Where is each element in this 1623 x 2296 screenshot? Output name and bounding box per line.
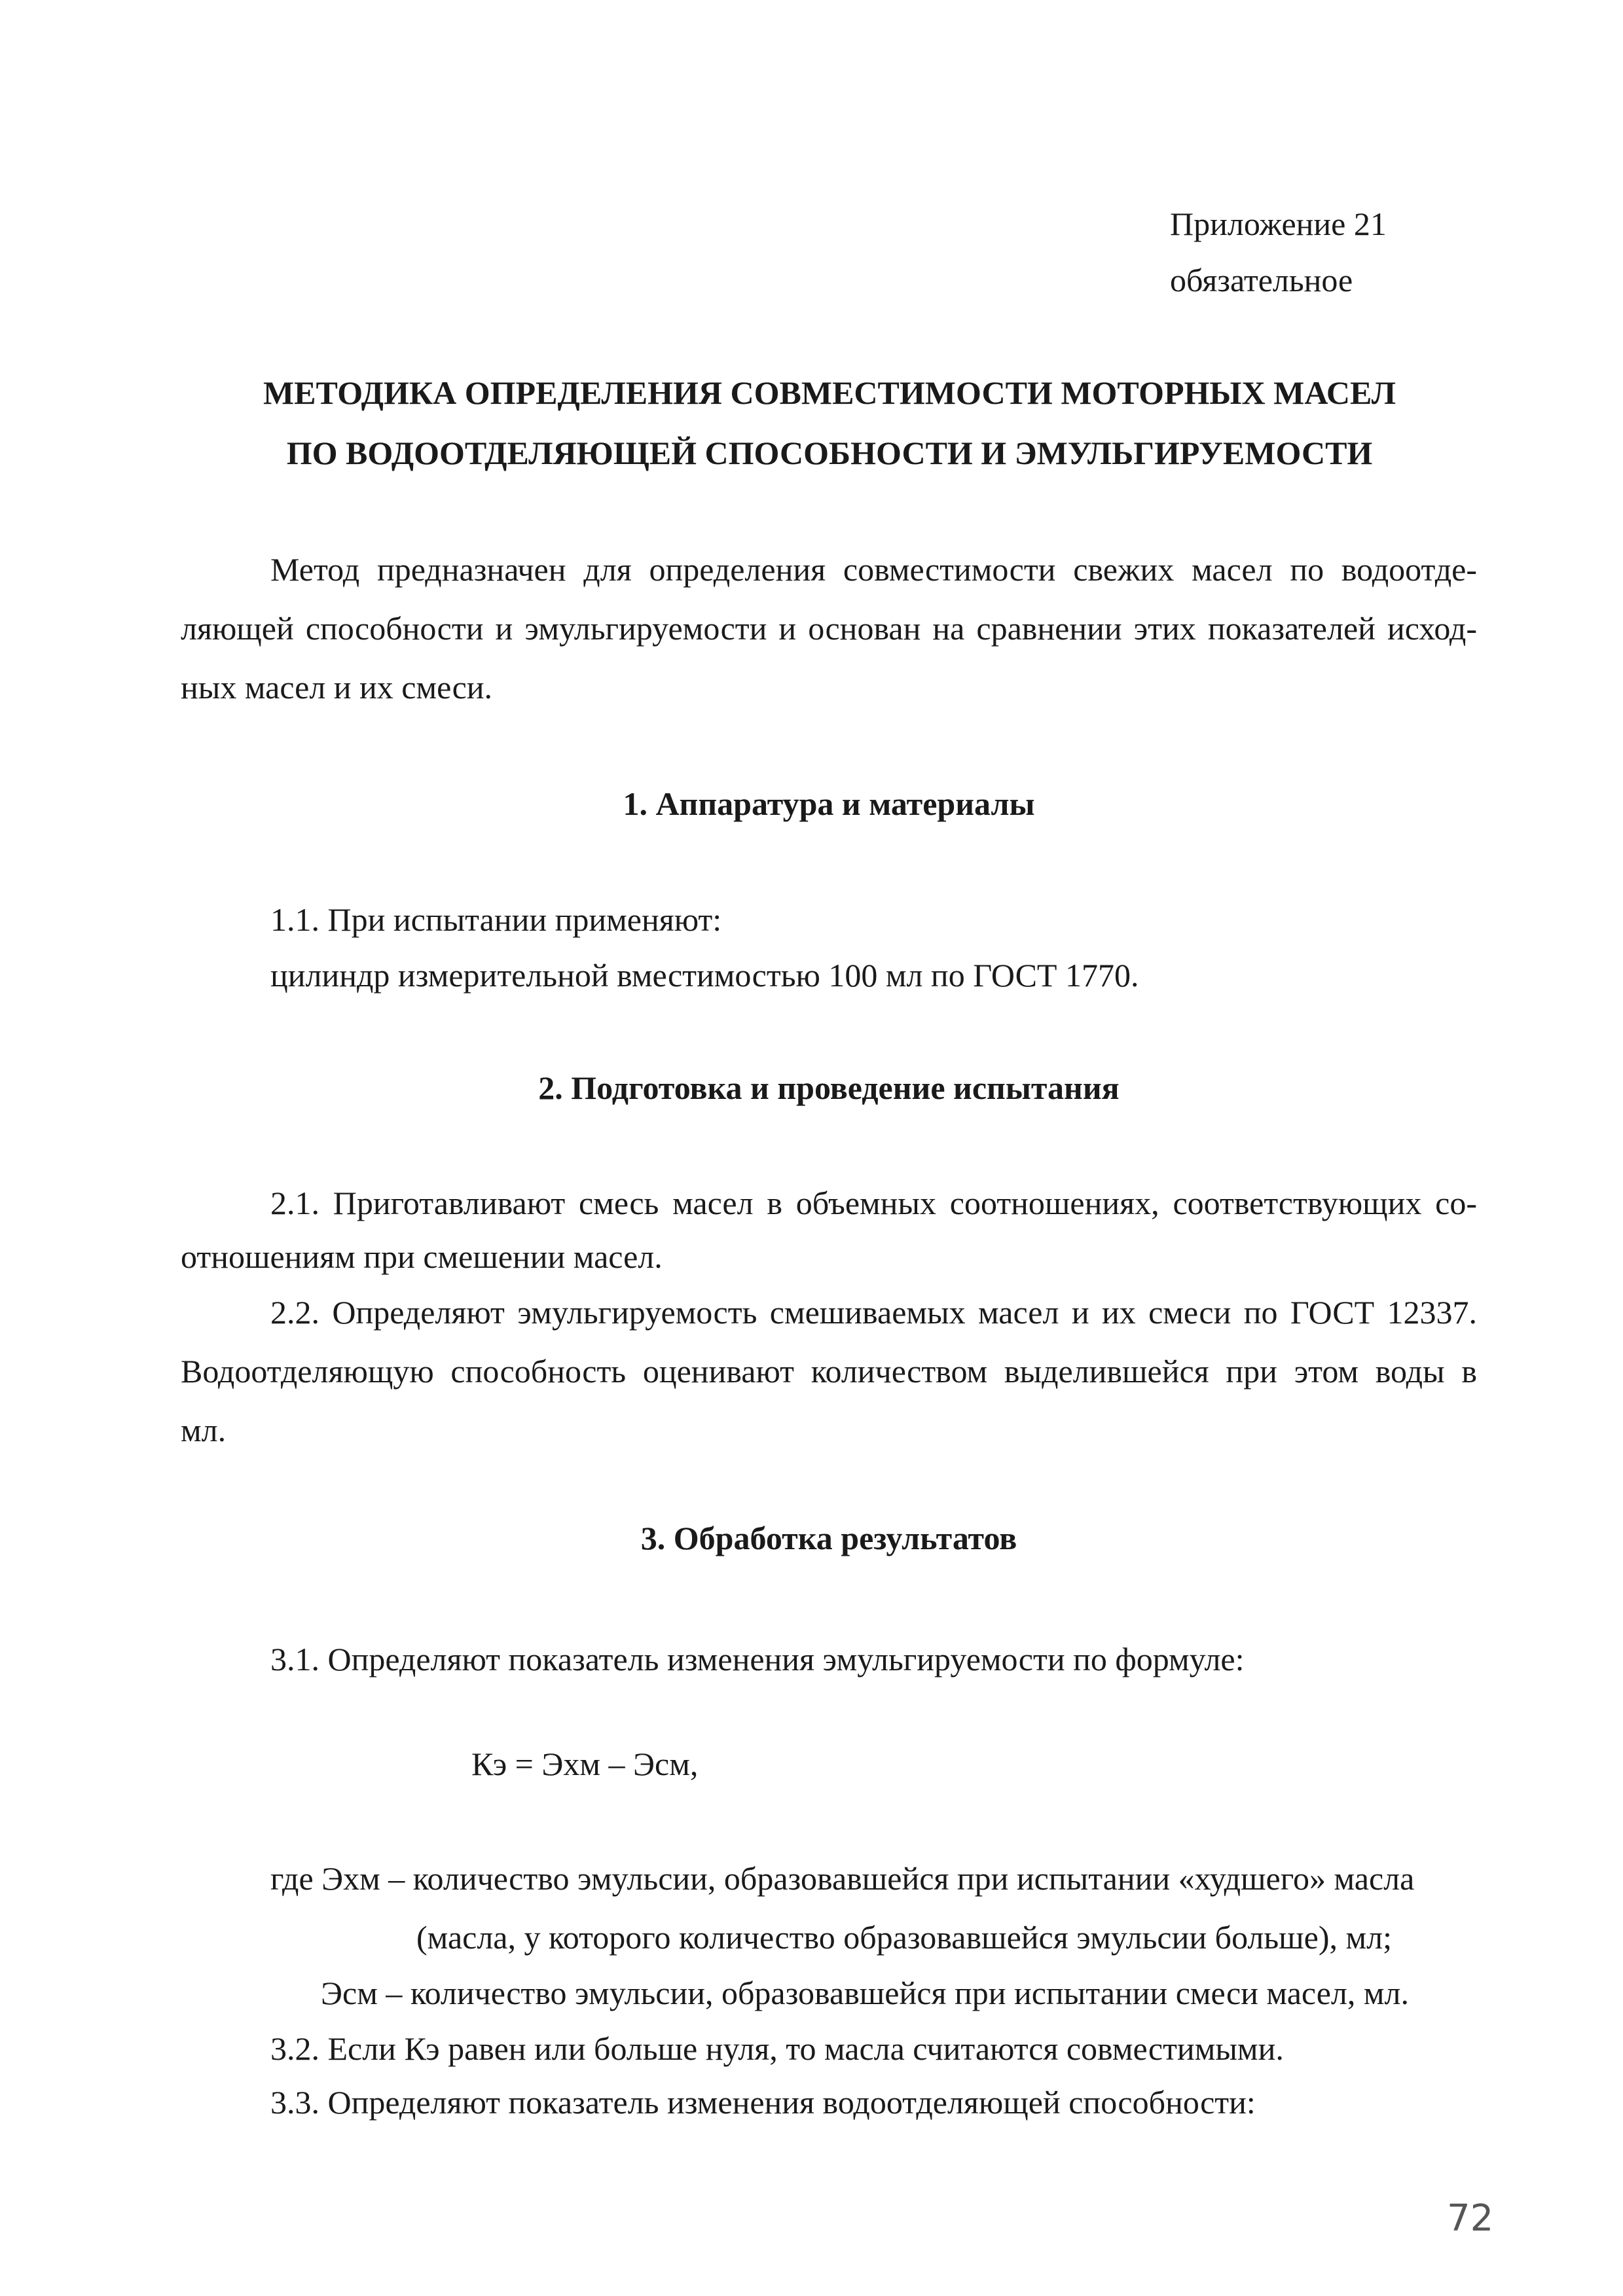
intro-line-1: Метод предназначен для определения совместимости свежих масел по водоотде-	[270, 551, 1477, 588]
annex-status: обязательное	[1170, 262, 1353, 298]
clause-2-1-line-2: отношениям при смешении масел.	[181, 1238, 663, 1275]
clause-2-1-line-1: 2.1. Приготавливают смесь масел в объемных соотношениях, соответствующих со-	[270, 1185, 1477, 1221]
section-2-heading: 2. Подготовка и проведение испытания	[538, 1069, 1120, 1106]
page-number: 72	[1447, 2197, 1494, 2240]
clause-2-2-line-2: Водоотделяющую способность оценивают количеством выделившейся при этом воды в	[181, 1353, 1477, 1390]
document-title-line-2: ПО ВОДООТДЕЛЯЮЩЕЙ СПОСОБНОСТИ И ЭМУЛЬГИРУЕМОСТИ	[286, 435, 1373, 471]
document-title-line-1: МЕТОДИКА ОПРЕДЕЛЕНИЯ СОВМЕСТИМОСТИ МОТОРНЫХ МАСЕЛ	[263, 374, 1396, 411]
where-line-1: где Эхм – количество эмульсии, образовавшейся при испытании «худшего» масла	[270, 1860, 1415, 1897]
clause-3-2: 3.2. Если Кэ равен или больше нуля, то масла считаются совместимыми.	[270, 2030, 1284, 2067]
section-3-heading: 3. Обработка результатов	[640, 1520, 1017, 1556]
annex-number: Приложение 21	[1170, 206, 1387, 242]
intro-line-3: ных масел и их смеси.	[181, 669, 493, 706]
where-line-3: Эсм – количество эмульсии, образовавшейся при испытании смеси масел, мл.	[321, 1975, 1409, 2011]
clause-2-2-line-3: мл.	[181, 1412, 227, 1448]
clause-3-3: 3.3. Определяют показатель изменения водоотделяющей способности:	[270, 2084, 1256, 2121]
intro-line-2: ляющей способности и эмульгируемости и основан на сравнении этих показателей исход-	[181, 610, 1477, 647]
where-line-2: (масла, у которого количество образовавшейся эмульсии больше), мл;	[416, 1919, 1392, 1956]
section-1-heading: 1. Аппаратура и материалы	[623, 785, 1035, 822]
clause-1-1-item: цилиндр измерительной вместимостью 100 мл по ГОСТ 1770.	[270, 957, 1139, 994]
formula: Кэ = Эхм – Эсм,	[471, 1746, 699, 1782]
clause-3-1: 3.1. Определяют показатель изменения эмульгируемости по формуле:	[270, 1641, 1245, 1677]
clause-1-1: 1.1. При испытании применяют:	[270, 901, 722, 938]
clause-2-2-line-1: 2.2. Определяют эмульгируемость смешиваемых масел и их смеси по ГОСТ 12337.	[270, 1294, 1477, 1331]
